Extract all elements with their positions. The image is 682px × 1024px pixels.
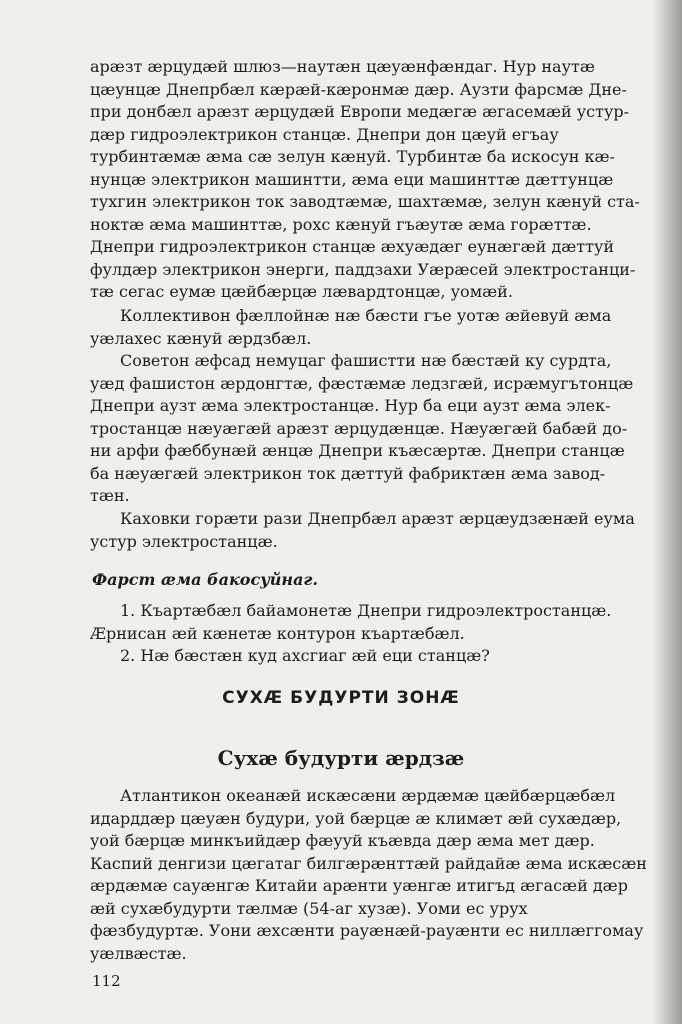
text-line: Советон æфсад немуцаг фашистти нæ бæстæй ку сурдта,: [120, 351, 612, 370]
text-line: Коллективон фæллойнæ нæ бæсти гъе уотæ æйевуй æма: [120, 306, 612, 325]
collective-labor-paragraph: [90, 305, 652, 350]
text-line: Атлантикон океанæй искæсæни æрдæмæ цæйбæрцæбæл: [120, 786, 616, 805]
text-line: дæр гидроэлектрикон станцæ. Днепри дон цæуй егъау: [90, 124, 559, 144]
dry-steppe-paragraph: [90, 785, 652, 965]
text-line: тæн.: [90, 486, 130, 505]
text-line: фулдæр электрикон энерги, паддзахи Уæрæсей электростанци-: [90, 259, 636, 279]
text-line: Днепри аузт æма электростанцæ. Нур ба еци аузт æма элек-: [90, 396, 611, 415]
binding-shadow: [652, 0, 682, 1024]
text-line: ни арфи фæббунæй æнцæ Днепри къæсæртæ. Днепри станцæ: [90, 441, 625, 460]
text-line: уой бæрцæ минкъийдæр фæууй къæвда дæр æма мет дæр.: [90, 831, 595, 850]
text-line: ноктæ æма машинттæ, рохс кæнуй гъæутæ æма горæттæ.: [90, 214, 592, 234]
text-line: Каспий денгизи цæгатаг билгæрæнттæй райдайæ æма искæсæн: [90, 853, 647, 873]
text-line: Днепри гидроэлектрикон станцæ æхуæдæг еунæгæй дæттуй: [90, 237, 615, 256]
text-line: идарддæр цæуæн будури, уой бæрцæ æ климæт æй сухæдæр,: [90, 808, 622, 828]
text-line: турбинтæмæ æма сæ зелун кæнуй. Турбинтæ ба искосун кæ-: [90, 147, 615, 166]
zone-heading: СУХÆ БУДУРТИ ЗОНÆ: [222, 688, 460, 708]
text-line: тростанцæ нæуæгæй арæзт æрцудæнцæ. Нæуæгæй бабæй до-: [90, 418, 628, 438]
text-line: нунцæ электрикон машинтти, æма еци машинттæ дæттунцæ: [90, 169, 614, 189]
text-line: тæ сегас еумæ цæйбæрцæ лæвардтонцæ, уомæй.: [90, 282, 513, 301]
kakhovka-paragraph: [90, 508, 652, 553]
text-line: устур электростанцæ.: [90, 531, 278, 551]
text-line: цæунцæ Днепрбæл кæрæй-кæронмæ дæр. Аузти фарсмæ Дне-: [90, 79, 627, 99]
text-line: ба нæуæгæй электрикон ток дæттуй фабриктæн æма завод-: [90, 463, 606, 483]
text-line: арæзт æрцудæй шлюз—наутæн цæуæнфæндаг. Нур наутæ: [90, 57, 595, 76]
text-line: при донбæл арæзт æрцудæй Европи медæгæ æгасемæй устур-: [90, 102, 630, 121]
question-line: 2. Нæ бæстæн куд ахсгиаг æй еци станцæ?: [120, 646, 490, 665]
question-line: Æрнисан æй кæнетæ контурон къартæбæл.: [90, 623, 465, 643]
questions-heading: Фарст æма бакосуйнаг.: [92, 570, 318, 589]
intro-paragraph: [90, 56, 652, 304]
text-line: æй сухæбудурти тæлмæ (54-аг хузæ). Уоми ес урух: [90, 898, 528, 918]
text-line: уæлахес кæнуй æрдзбæл.: [90, 328, 312, 348]
sub-heading: Сухæ будурти æрдзæ: [217, 746, 465, 770]
question-line: 1. Къартæбæл байамонетæ Днепри гидроэлектростанцæ.: [120, 601, 612, 620]
text-line: тухгин электрикон ток заводтæмæ, шахтæмæ, зелун кæнуй ста-: [90, 192, 640, 211]
text-line: Каховки горæти рази Днепрбæл арæзт æрцæудзæнæй еума: [120, 509, 635, 528]
soviet-army-paragraph: [90, 350, 652, 508]
text-line: фæзбудуртæ. Уони æхсæнти рауæнæй-рауæнти ес ниллæггомау: [90, 921, 644, 940]
text-line: уæд фашистон æрдонгтæ, фæстæмæ ледзгæй, исрæмугътонцæ: [90, 373, 634, 393]
questions-list: [90, 600, 652, 668]
page-number: 112: [92, 972, 121, 990]
text-line: уæлвæстæ.: [90, 943, 187, 963]
text-line: æрдæмæ сауæнгæ Китайи арæнти уæнгæ итигъд æгасæй дæр: [90, 876, 628, 895]
